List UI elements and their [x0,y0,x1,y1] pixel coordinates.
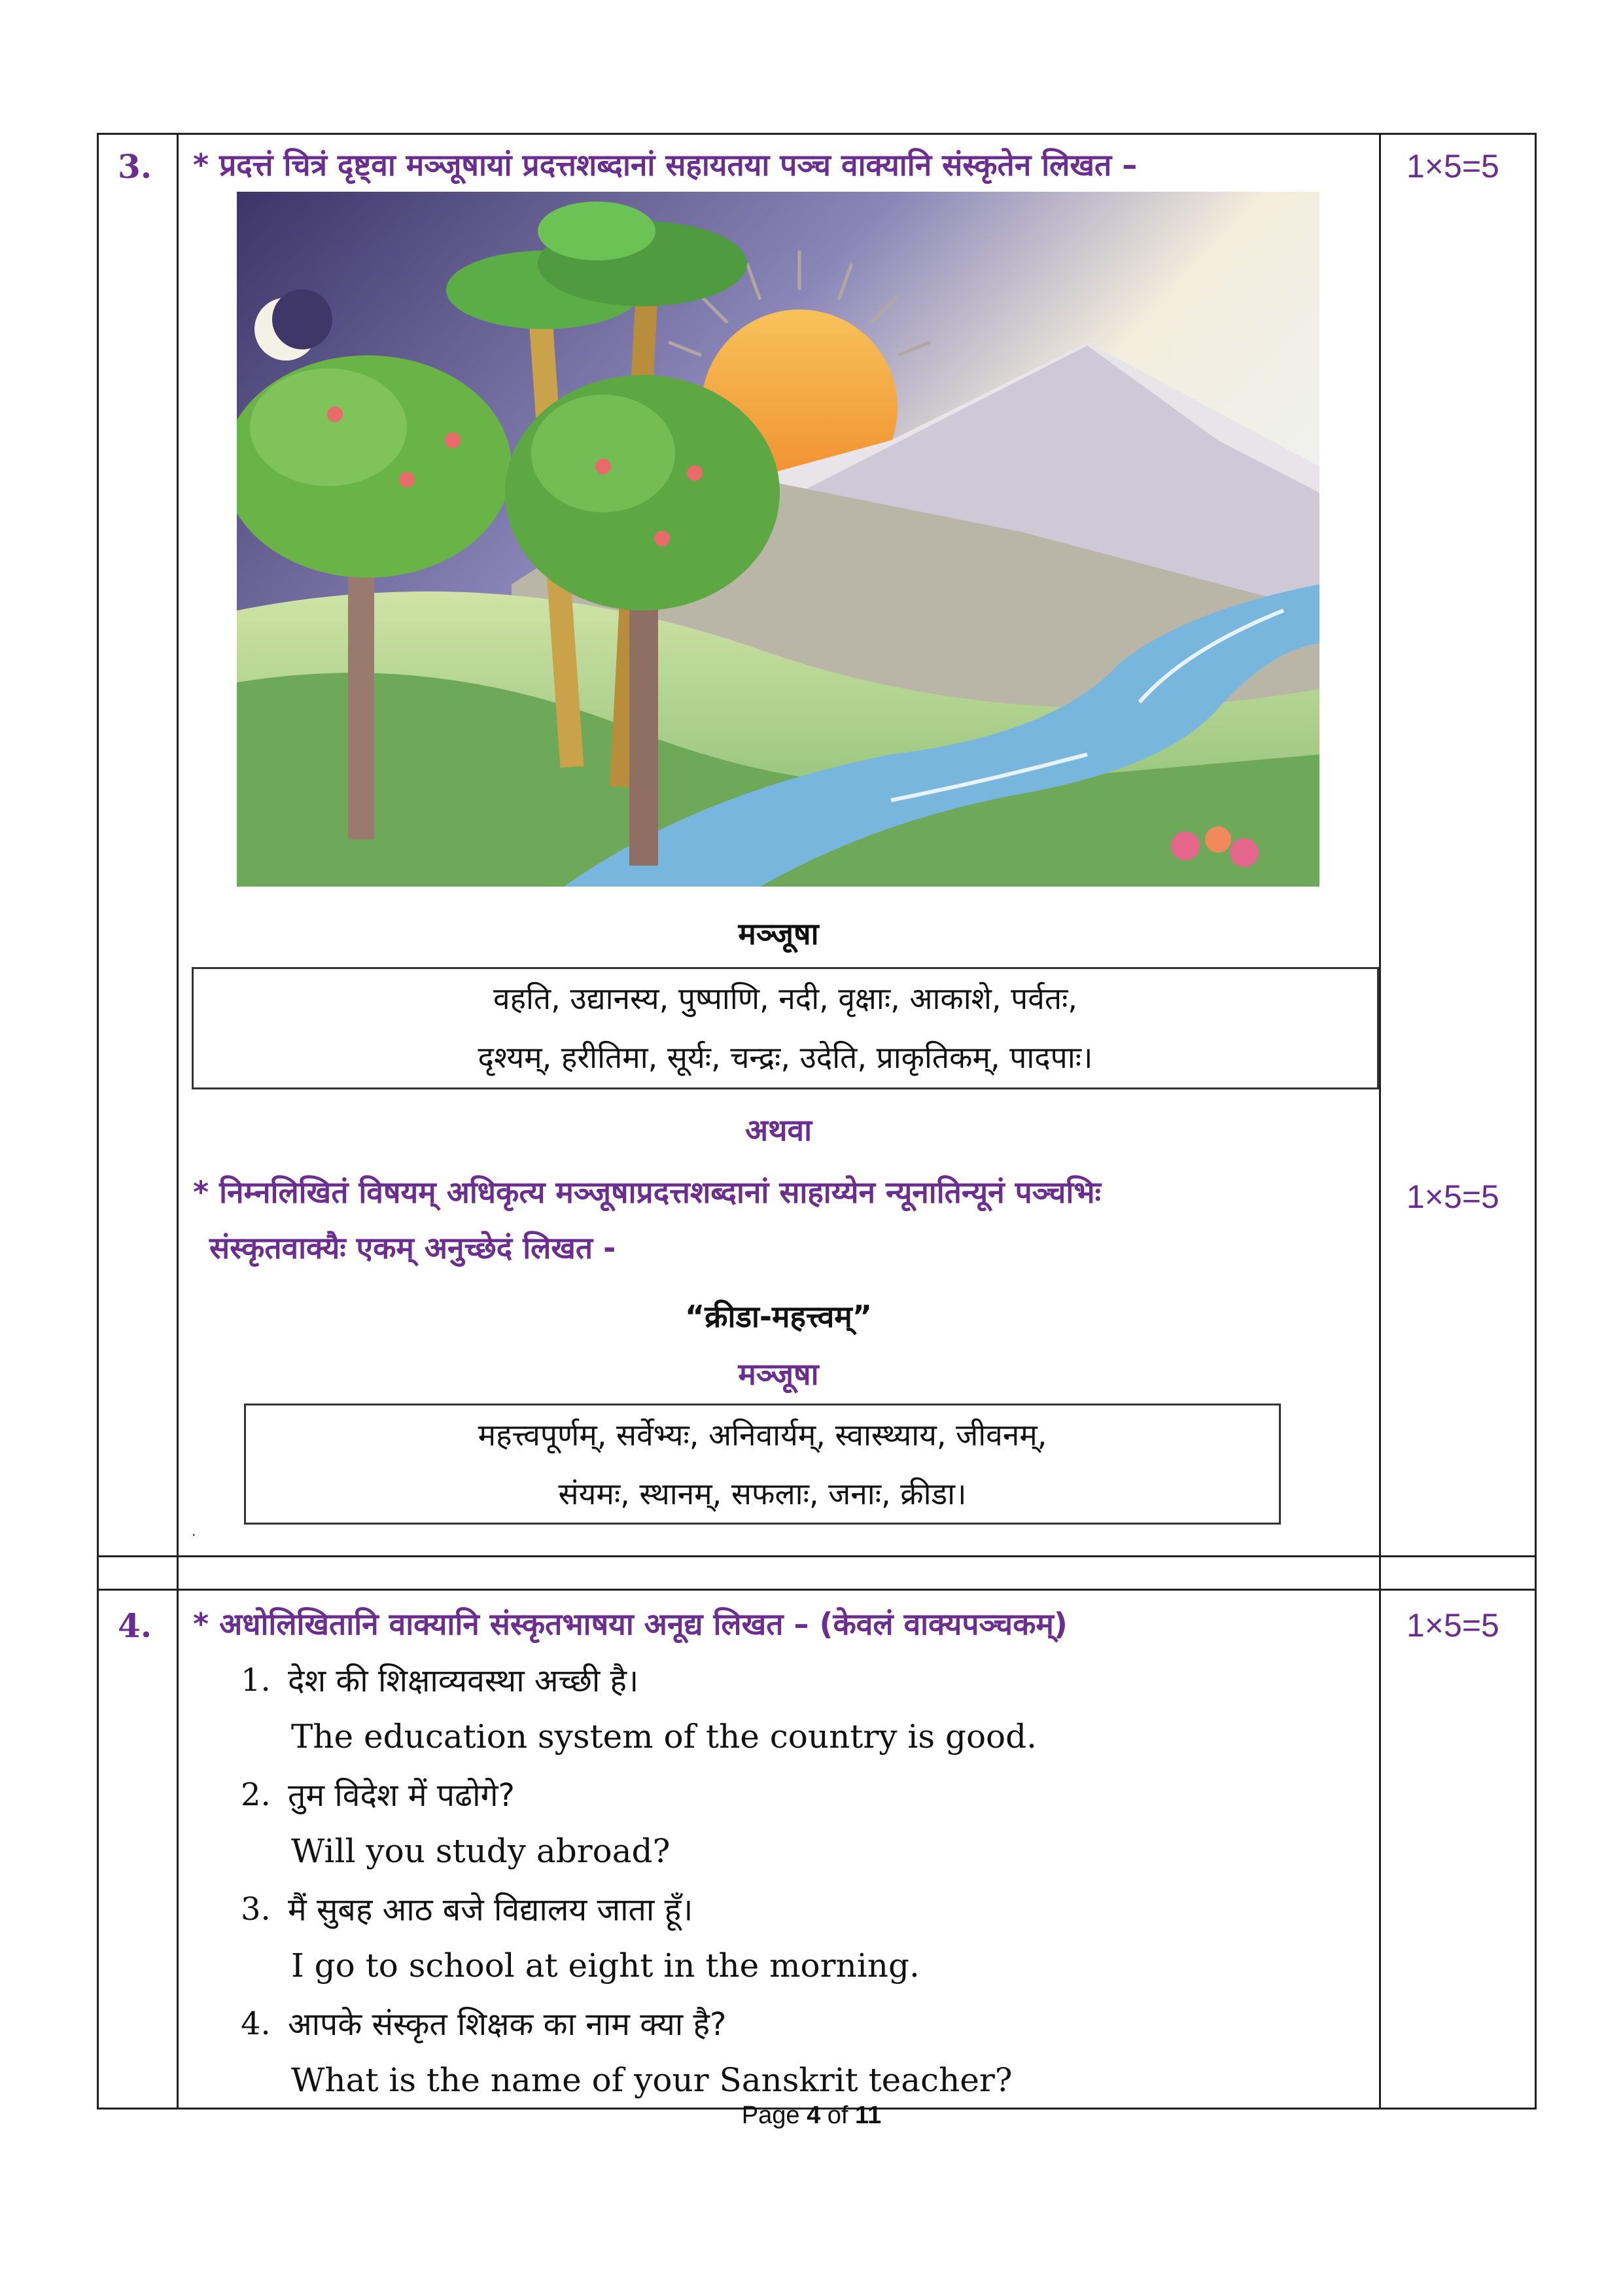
alt-manjusha-title: मञ्जूषा [738,1356,819,1392]
table-border-left [97,133,99,2110]
item-2-number: 2. [241,1776,271,1813]
table-col-divider-2 [1379,133,1381,2110]
item-4-number: 4. [241,2005,271,2042]
item-4-hindi: आपके संस्कृत शिक्षक का नाम क्या है? [288,2006,727,2043]
item-1-number: 1. [241,1662,271,1699]
alt-manjusha-line-1: महत्त्वपूर्णम्, सर्वेभ्यः, अनिवार्यम्, स्वास्थ्याय, जीवनम्, [478,1417,1047,1453]
item-1-hindi: देश की शिक्षाव्यवस्था अच्छी है। [288,1663,639,1699]
item-4-english: What is the name of your Sanskrit teacher? [291,2061,1013,2099]
table-border-top [97,133,1536,135]
alt-marks: 1×5=5 [1406,1178,1499,1215]
alt-instruction-line-1: * निम्नलिखितं विषयम् अधिकृत्य मञ्जूषाप्रदत्तशब्दानां साहाय्येन न्यूनातिन्यूनं पञ्चभिः [193,1174,1101,1210]
alt-manjusha-line-2: संयमः, स्थानम्, सफलाः, जनाः, क्रीडा। [558,1476,967,1511]
item-3-hindi: मैं सुबह आठ बजे विद्यालय जाता हूँ। [288,1892,693,1928]
manjusha-title: मञ्जूषा [738,916,819,951]
question-number-4: 4. [118,1606,152,1645]
question-4-instruction: * अधोलिखितानि वाक्यानि संस्कृतभाषया अनूद्य लिखत – (केवलं वाक्यपञ्चकम्) [193,1606,1068,1642]
landscape-svg [237,192,1319,887]
alt-manjusha-word-box [244,1404,1281,1525]
footer-prefix: Page [741,2102,807,2129]
table-row-divider-1 [97,1555,1536,1557]
stray-dot: . [192,1523,196,1539]
table-row-divider-2 [97,1589,1536,1591]
item-3-number: 3. [241,1891,271,1928]
manjusha-line-1: वहति, उद्यानस्य, पुष्पाणि, नदी, वृक्षाः, आकाशे, पर्वतः, [493,981,1077,1016]
item-3-english: I go to school at eight in the morning. [291,1947,920,1985]
landscape-illustration [237,192,1319,887]
marks-4: 1×5=5 [1406,1607,1499,1644]
manjusha-line-2: दृश्यम्, हरीतिमा, सूर्यः, चन्द्रः, उदेति, प्राकृतिकम्, पादपाः। [478,1040,1093,1075]
footer-current-page: 4 [807,2102,821,2129]
item-1-english: The education system of the country is good. [291,1718,1038,1756]
manjusha-word-box [192,967,1379,1089]
marks: 1×5=5 [1406,148,1499,185]
alt-instruction-line-2: संस्कृतवाक्यैः एकम् अनुच्छेदं लिखत - [209,1230,616,1265]
table-col-divider-1 [177,133,179,2110]
page-footer [0,2102,1623,2130]
table-border-right [1535,133,1537,2110]
footer-middle: of [820,2102,856,2129]
item-2-hindi: तुम विदेश में पढोगे? [288,1777,515,1814]
footer-total-pages: 11 [855,2102,882,2129]
question-instruction: * प्रदत्तं चित्रं दृष्ट्वा मञ्जूषायां प्रदत्तशब्दानां सहायतया पञ्च वाक्यानि संस्कृतेन लिखत – [193,147,1138,183]
essay-topic: “क्रीडा-महत्त्वम्” [684,1299,873,1334]
question-number: 3. [118,147,152,186]
or-label: अथवा [744,1112,812,1148]
item-2-english: Will you study abroad? [291,1832,671,1870]
